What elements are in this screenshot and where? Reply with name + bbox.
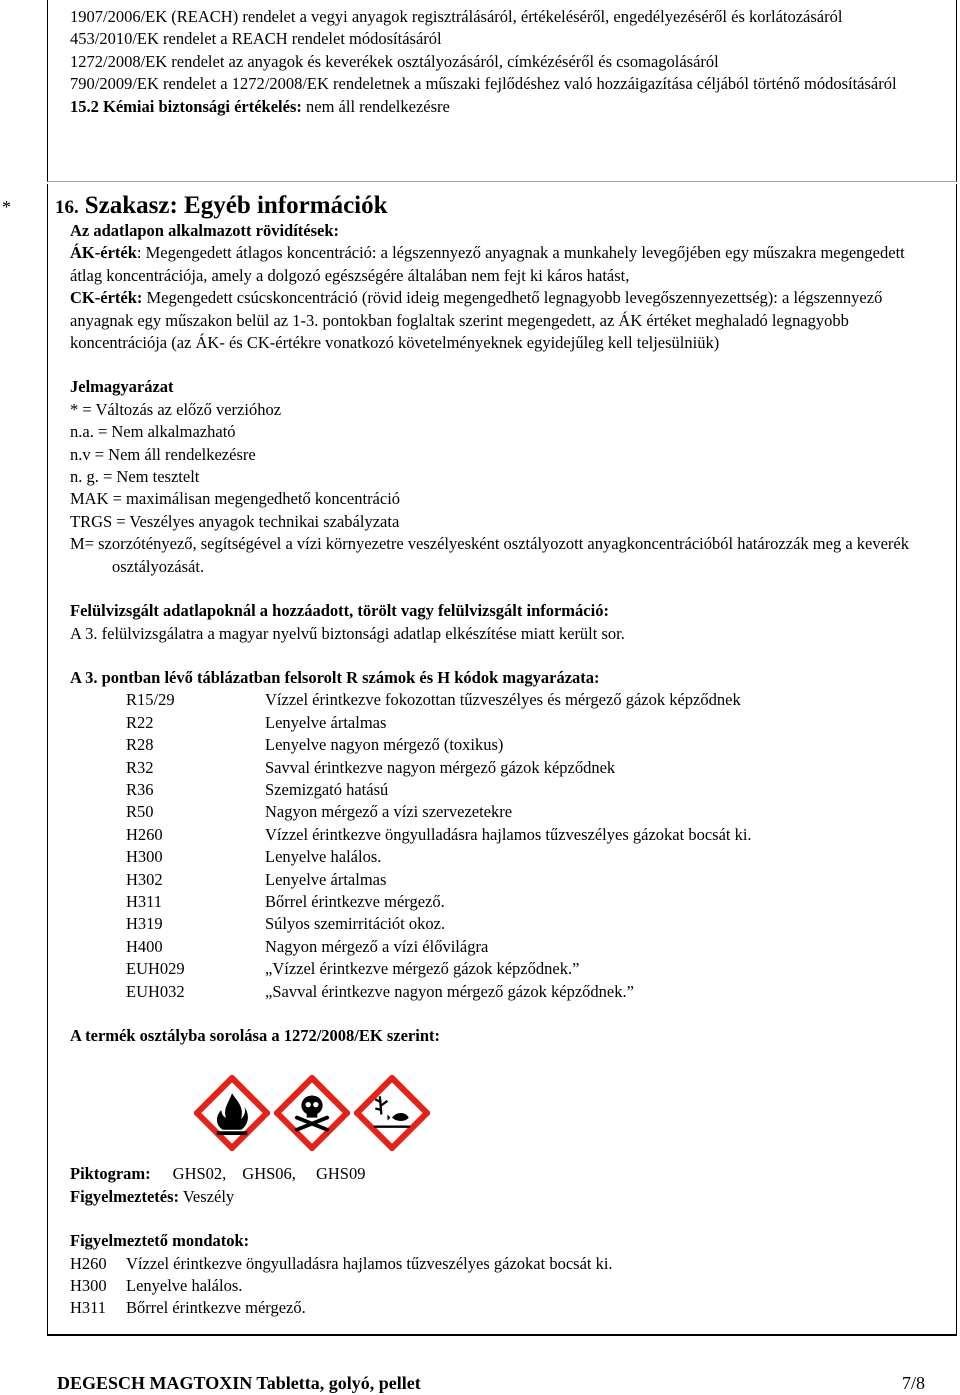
code: R15/29 (126, 690, 175, 710)
code-row (126, 869, 940, 891)
code-description: Lenyelve ártalmas (265, 869, 387, 889)
code: H300 (70, 1276, 107, 1296)
pictogram-label: Piktogram: (70, 1164, 151, 1184)
code-description: „Vízzel érintkezve mérgező gázok képződnek.” (265, 959, 580, 979)
safety-assessment (70, 96, 950, 118)
code-description: Súlyos szemirritációt okoz. (265, 914, 446, 934)
abbrev-heading: Az adatlapon alkalmazott rövidítések: (70, 221, 340, 240)
page-number: 7/8 (901, 1373, 925, 1393)
code: R22 (126, 712, 154, 732)
legend-item: M= szorzótényező, segítségével a vízi környezetre veszélyesként osztályozott anyagkoncentrációból határozzák meg a keverék osztályozását. (70, 534, 909, 576)
legend-item: MAK = maximálisan megengedhető koncentráció (70, 489, 401, 509)
regulation-line: 1272/2008/EK rendelet az anyagok és keverékek osztályozásáról, címkézéséről és csomagolásáról (70, 51, 719, 71)
code-description: Nagyon mérgező a vízi élővilágra (265, 936, 489, 956)
code-row (126, 734, 940, 756)
code: H302 (126, 869, 163, 889)
code-row (126, 801, 940, 823)
regulation-line: 453/2010/EK rendelet a REACH rendelet módosításáról (70, 29, 442, 49)
regulations-block (70, 6, 950, 118)
ck-text: Megengedett csúcskoncentráció (rövid ideig megengedhető legnagyobb levegőszennyezettség): a légszennyező anyagnak egy műszakon belül az 1-3. pontokban foglaltak szerint megengedett, az ÁK értéket meghaladó legnagyobb koncentrációja (az ÁK- és CK-értékre vonatkozó követelményeknek egyidejűleg kell teljesülniük) (70, 288, 883, 353)
environment-pictogram-icon (354, 1075, 430, 1151)
code: EUH032 (126, 981, 185, 1001)
code-row (126, 779, 940, 801)
code: R28 (126, 735, 154, 755)
codes-table (126, 689, 940, 1003)
code-description: Szemizgató hatású (265, 779, 389, 799)
code: H260 (70, 1253, 107, 1273)
code-row (126, 846, 940, 868)
code: H319 (126, 914, 163, 934)
code: EUH029 (126, 959, 185, 979)
pictogram-row (194, 1069, 940, 1157)
revision-text: A 3. felülvizsgálatra a magyar nyelvű biztonsági adatlap elkészítése miatt került sor. (70, 623, 625, 643)
legend-item: n.a. = Nem alkalmazható (70, 422, 236, 442)
revision-heading: Felülvizsgált adatlapoknál a hozzáadott, törölt vagy felülvizsgált információ: (70, 601, 609, 621)
section-body (70, 220, 940, 1320)
code: R32 (126, 757, 154, 777)
classification-heading: A termék osztályba sorolása a 1272/2008/EK szerint: (70, 1026, 440, 1045)
code: H311 (126, 891, 163, 911)
code-description: „Savval érintkezve nagyon mérgező gázok képződnek.” (265, 981, 634, 1001)
code-row (126, 757, 940, 779)
legend-item: n.v = Nem áll rendelkezésre (70, 444, 256, 464)
signal-word-label: Figyelmeztetés: (70, 1186, 180, 1206)
code-description: Vízzel érintkezve öngyulladásra hajlamos tűzveszélyes gázokat bocsát ki. (126, 1253, 613, 1273)
section-title (55, 190, 388, 224)
code: H260 (126, 824, 163, 844)
code-row (126, 712, 940, 734)
code-row (126, 981, 940, 1003)
code-row (126, 891, 940, 913)
code-description: Lenyelve nagyon mérgező (toxikus) (265, 735, 504, 755)
ak-definition (70, 242, 940, 287)
legend-item: n. g. = Nem tesztelt (70, 467, 200, 487)
skull-crossbones-pictogram-icon (274, 1075, 350, 1151)
ck-label: CK-érték: (70, 288, 143, 308)
ghs-code: GHS06, (242, 1164, 296, 1184)
signal-word-value: Veszély (179, 1186, 235, 1206)
codes-heading: A 3. pontban lévő táblázatban felsorolt R számok és H kódok magyarázata: (70, 667, 600, 687)
code-description: Lenyelve halálos. (265, 847, 382, 867)
legend-item: TRGS = Veszélyes anyagok technikai szabályzata (70, 511, 400, 531)
code-description: Savval érintkezve nagyon mérgező gázok képződnek (265, 757, 616, 777)
code-description: Vízzel érintkezve fokozottan tűzveszélyes és mérgező gázok képződnek (265, 690, 741, 710)
ghs-code: GHS09 (315, 1164, 366, 1184)
legend-heading: Jelmagyarázat (70, 377, 174, 397)
code-row (126, 913, 940, 935)
ghs-code: GHS02, (172, 1164, 227, 1184)
code-row (126, 689, 940, 711)
code: H300 (126, 847, 163, 867)
code-description: Lenyelve halálos. (126, 1276, 243, 1296)
hazard-statement-row (70, 1275, 940, 1297)
ak-text: : Megengedett átlagos koncentráció: a légszennyező anyagnak a munkahely levegőjében egy műszakra megengedett átlag koncentrációja, amely a dolgozó egészségére általában nem fejt ki káros hatást, (70, 243, 905, 285)
code: H400 (126, 936, 163, 956)
code-row (126, 958, 940, 980)
code-description: Bőrrel érintkezve mérgező. (265, 891, 445, 911)
safety-assessment-value: nem áll rendelkezésre (301, 96, 450, 116)
code-description: Vízzel érintkezve öngyulladásra hajlamos tűzveszélyes gázokat bocsát ki. (265, 824, 752, 844)
regulation-line: 1907/2006/EK (REACH) rendelet a vegyi anyagok regisztrálásáról, értékeléséről, engedélyezéséről és korlátozásáról (70, 7, 843, 26)
code-row (126, 824, 940, 846)
hazard-statement-row (70, 1297, 940, 1319)
code: R36 (126, 779, 154, 799)
hazard-statement-row (70, 1253, 940, 1275)
section-title-text: Szakasz: Egyéb információk (84, 192, 388, 219)
legend-item: * = Változás az előző verzióhoz (70, 399, 282, 419)
code-row (126, 936, 940, 958)
signal-word-line (70, 1186, 940, 1208)
section-number: 16. (55, 197, 79, 218)
code-description: Bőrrel érintkezve mérgező. (126, 1298, 306, 1318)
regulation-line: 790/2009/EK rendelet a 1272/2008/EK rendeletnek a műszaki fejlődéshez való hozzáigazítása céljából történő módosításáról (70, 74, 897, 94)
pictogram-line (70, 1163, 940, 1185)
code-description: Nagyon mérgező a vízi szervezetekre (265, 802, 513, 822)
ak-label: ÁK-érték (70, 243, 137, 263)
safety-assessment-label: 15.2 Kémiai biztonsági értékelés: (70, 96, 302, 116)
code: R50 (126, 802, 154, 822)
product-name: DEGESCH MAGTOXIN Tabletta, golyó, pellet (57, 1373, 421, 1393)
change-marker: * (2, 197, 11, 217)
hazard-statements-list (70, 1253, 940, 1320)
code: H311 (70, 1298, 107, 1318)
code-description: Lenyelve ártalmas (265, 712, 387, 732)
hazard-statements-heading: Figyelmeztető mondatok: (70, 1231, 250, 1251)
ck-definition (70, 287, 940, 354)
page-footer (57, 1372, 925, 1394)
flame-pictogram-icon (194, 1075, 270, 1151)
